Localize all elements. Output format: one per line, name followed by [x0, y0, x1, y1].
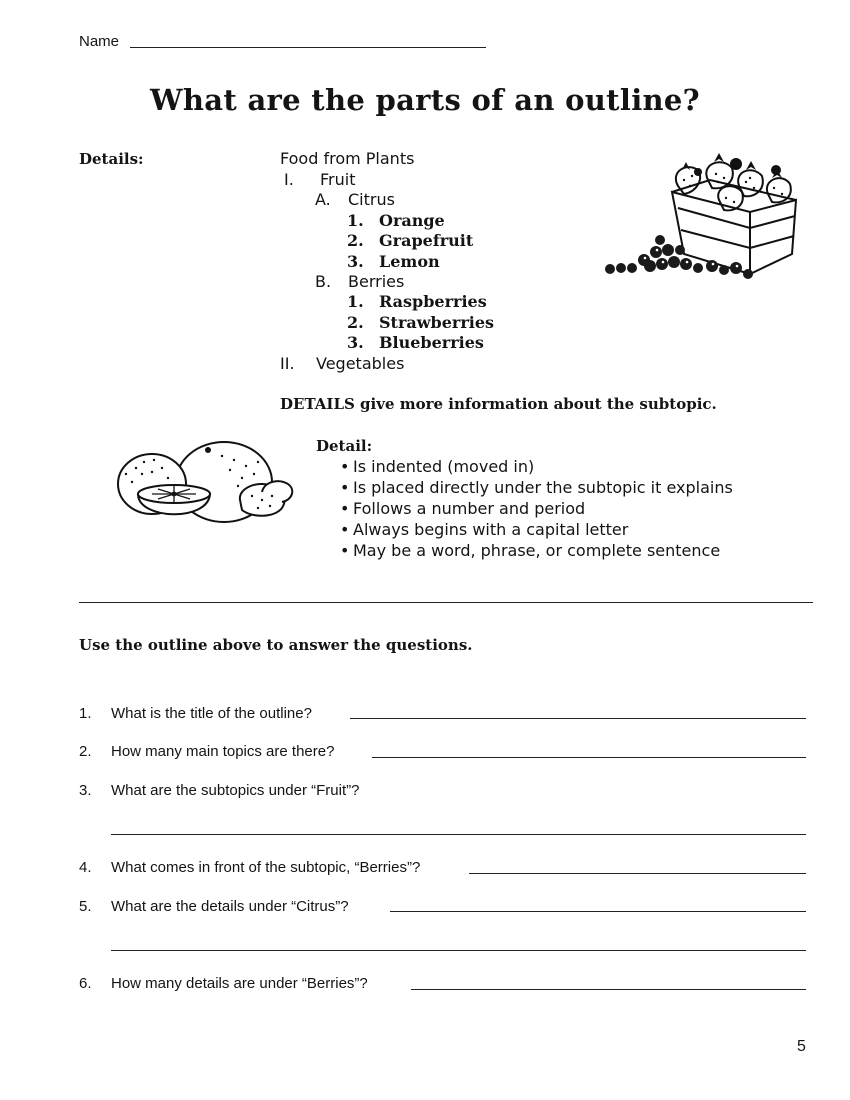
name-field[interactable]	[130, 47, 486, 48]
list-item	[340, 519, 733, 540]
bullet-icon: •	[340, 520, 350, 539]
outline-main-topic	[284, 170, 355, 189]
question-number: 5.	[79, 898, 92, 915]
detail-heading: Detail:	[316, 437, 373, 455]
question	[79, 705, 312, 722]
question-number: 1.	[79, 705, 92, 722]
list-item	[340, 498, 733, 519]
outline-detail-label: Raspberries	[379, 292, 487, 311]
question	[79, 975, 368, 992]
list-item	[340, 540, 733, 561]
name-label: Name	[79, 33, 120, 50]
list-item-text: Is indented (moved in)	[353, 457, 535, 476]
outline-detail-label: Grapefruit	[379, 231, 474, 250]
instructions: Use the outline above to answer the questions.	[79, 636, 473, 654]
outline-numeral: II.	[280, 354, 295, 373]
outline-detail-number: 3.	[347, 333, 364, 352]
outline-topic-label: Fruit	[320, 170, 356, 189]
question-text: What are the details under “Citrus”?	[111, 898, 349, 915]
outline-numeral: I.	[284, 170, 294, 189]
bullet-icon: •	[340, 541, 350, 560]
section-divider	[79, 602, 813, 603]
outline-title: Food from Plants	[280, 149, 415, 168]
outline-detail-label: Orange	[379, 211, 445, 230]
berry-basket-icon	[600, 150, 805, 285]
page-title: What are the parts of an outline?	[150, 83, 700, 117]
details-definition: DETAILS give more information about the subtopic.	[280, 395, 717, 413]
list-item	[340, 477, 733, 498]
list-item-text: Always begins with a capital letter	[353, 520, 629, 539]
answer-line[interactable]	[372, 757, 806, 758]
outline-detail-number: 2.	[347, 313, 364, 332]
bullet-icon: •	[340, 499, 350, 518]
citrus-fruits-icon	[112, 438, 297, 530]
list-item-text: Is placed directly under the subtopic it explains	[353, 478, 733, 497]
question-text: How many main topics are there?	[111, 743, 335, 760]
outline-detail-number: 1.	[347, 211, 364, 230]
outline-detail-number: 3.	[347, 252, 364, 271]
detail-rules-list	[340, 456, 733, 561]
outline-subtopic	[315, 190, 395, 209]
bullet-icon: •	[340, 478, 350, 497]
outline-detail-label: Lemon	[379, 252, 440, 271]
outline-subtopic	[315, 272, 404, 291]
outline-detail	[347, 292, 487, 311]
question-number: 3.	[79, 782, 92, 799]
outline-subtopic-label: Citrus	[348, 190, 395, 209]
question-text: What comes in front of the subtopic, “Berries”?	[111, 859, 421, 876]
question-text: How many details are under “Berries”?	[111, 975, 368, 992]
question-number: 6.	[79, 975, 92, 992]
outline-detail	[347, 231, 473, 250]
answer-line[interactable]	[469, 873, 806, 874]
outline-detail-number: 2.	[347, 231, 364, 250]
question-text: What is the title of the outline?	[111, 705, 312, 722]
question	[79, 898, 349, 915]
outline-detail-label: Strawberries	[379, 313, 495, 332]
answer-line[interactable]	[111, 834, 806, 835]
question	[79, 782, 359, 799]
question	[79, 743, 334, 760]
question-text: What are the subtopics under “Fruit”?	[111, 782, 360, 799]
outline-detail	[347, 211, 445, 230]
outline-detail	[347, 313, 494, 332]
outline-main-topic	[280, 354, 404, 373]
bullet-icon: •	[340, 457, 350, 476]
outline-detail	[347, 252, 440, 271]
outline-letter: A.	[315, 190, 331, 209]
answer-line[interactable]	[411, 989, 806, 990]
list-item-text: Follows a number and period	[353, 499, 586, 518]
outline-detail-number: 1.	[347, 292, 364, 311]
answer-line[interactable]	[350, 718, 806, 719]
question-number: 4.	[79, 859, 92, 876]
outline-subtopic-label: Berries	[348, 272, 405, 291]
outline-detail	[347, 333, 484, 352]
outline-letter: B.	[315, 272, 332, 291]
answer-line[interactable]	[111, 950, 806, 951]
list-item	[340, 456, 733, 477]
question	[79, 859, 420, 876]
answer-line[interactable]	[390, 911, 806, 912]
question-number: 2.	[79, 743, 92, 760]
details-label: Details:	[79, 150, 144, 168]
page-number: 5	[797, 1038, 806, 1055]
list-item-text: May be a word, phrase, or complete sentence	[353, 541, 721, 560]
outline-topic-label: Vegetables	[316, 354, 405, 373]
outline-detail-label: Blueberries	[379, 333, 484, 352]
